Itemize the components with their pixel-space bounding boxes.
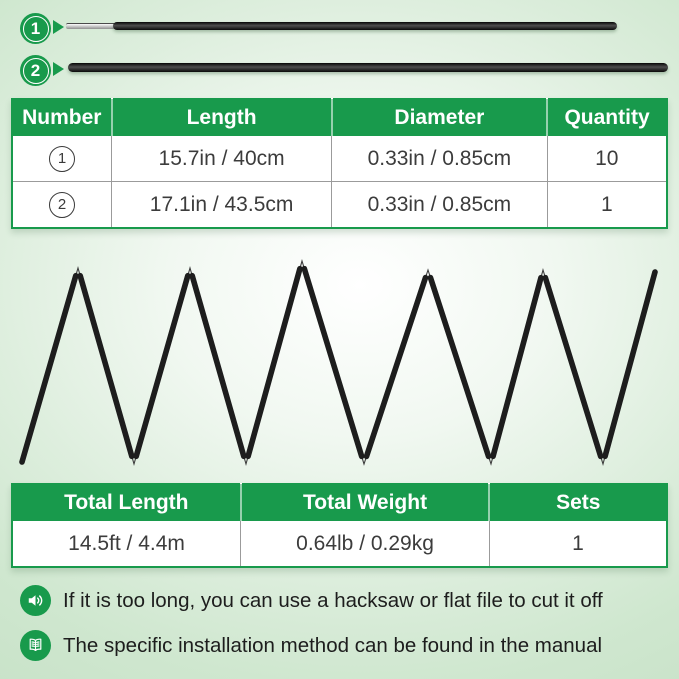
pole-2-image <box>68 63 668 72</box>
note-manual <box>20 630 602 661</box>
circled-number-icon: 2 <box>49 192 75 218</box>
cell-diameter: 0.33in / 0.85cm <box>332 136 547 182</box>
speaker-icon <box>20 585 51 616</box>
cell-total-weight: 0.64lb / 0.29kg <box>241 521 490 567</box>
spec-table <box>11 98 668 229</box>
totals-table-header <box>12 484 667 521</box>
cell-length: 17.1in / 43.5cm <box>112 182 332 229</box>
table-row <box>12 136 667 182</box>
item-2-badge-number: 2 <box>30 60 41 80</box>
cell-diameter: 0.33in / 0.85cm <box>332 182 547 229</box>
cell-sets: 1 <box>489 521 667 567</box>
folded-pole-zigzag-illustration <box>0 240 679 480</box>
cell-length: 15.7in / 40cm <box>112 136 332 182</box>
col-quantity-header: Quantity <box>547 99 667 136</box>
col-diameter-header: Diameter <box>332 99 547 136</box>
note-cutting <box>20 585 603 616</box>
pole-1-ferrule-tip <box>66 23 118 29</box>
cell-quantity: 10 <box>547 136 667 182</box>
table-row <box>12 182 667 229</box>
open-book-icon <box>20 630 51 661</box>
col-total-length-header: Total Length <box>12 484 241 521</box>
col-number-header: Number <box>12 99 112 136</box>
pole-1-image <box>113 22 617 30</box>
note-text: The specific installation method can be found in the manual <box>63 633 603 657</box>
cell-total-length: 14.5ft / 4.4m <box>12 521 241 567</box>
spec-table-header <box>12 99 667 136</box>
circled-number-icon: 1 <box>49 146 75 172</box>
cell-number <box>12 182 112 229</box>
totals-table <box>11 483 668 568</box>
col-total-weight-header: Total Weight <box>241 484 490 521</box>
cell-number <box>12 136 112 182</box>
table-row <box>12 521 667 567</box>
col-length-header: Length <box>112 99 332 136</box>
item-1-badge <box>20 13 51 44</box>
item-2-badge <box>20 55 51 86</box>
note-text: If it is too long, you can use a hacksaw or flat file to cut it off <box>63 588 603 612</box>
item-1-badge-number: 1 <box>30 18 41 38</box>
cell-quantity: 1 <box>547 182 667 229</box>
arrow-right-icon <box>53 62 64 76</box>
arrow-right-icon <box>53 20 64 34</box>
col-sets-header: Sets <box>489 484 667 521</box>
